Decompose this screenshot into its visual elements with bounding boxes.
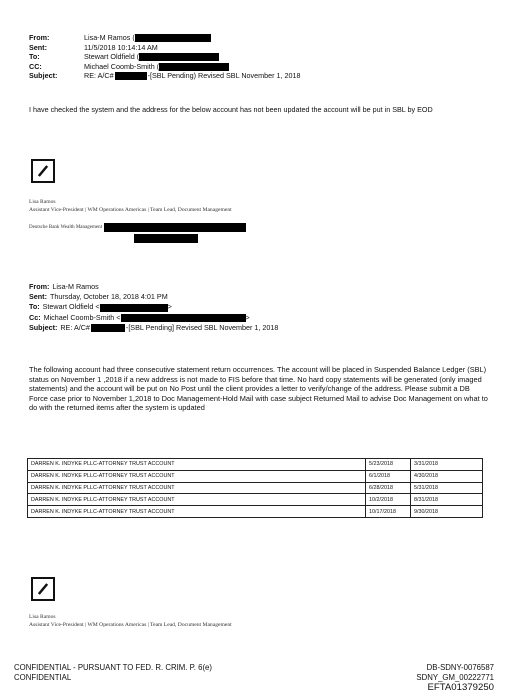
- signature-block-1: [29, 199, 232, 214]
- redaction-bar: [135, 34, 211, 42]
- redaction-bar: [159, 63, 229, 71]
- table-row: [28, 494, 483, 506]
- signature-name: Lisa Ramos: [29, 199, 56, 205]
- statement-date-cell: 4/30/2018: [411, 470, 483, 482]
- statement-date-cell: 3/31/2018: [411, 459, 483, 471]
- to-label: To:: [29, 52, 40, 62]
- from-label: From:: [29, 282, 50, 291]
- redaction-bar: [115, 72, 147, 80]
- company-line: [29, 223, 246, 232]
- email-header-2: [29, 282, 278, 333]
- subject-suffix: -[SBL Pending) Revised SBL November 1, 2018: [147, 71, 301, 81]
- table-row: [28, 459, 483, 471]
- table-row: [28, 506, 483, 518]
- statement-date-cell: 9/30/2018: [411, 506, 483, 518]
- confidential-line-1: CONFIDENTIAL - PURSUANT TO FED. R. CRIM. P. 6(e): [14, 663, 212, 672]
- from-row: [29, 282, 278, 292]
- subject-row: [29, 323, 278, 333]
- sent-value: Thursday, October 18, 2018 4:01 PM: [49, 292, 168, 302]
- from-value: Lisa-M Ramos: [52, 282, 99, 291]
- to-value: Stewart Oldfield (: [84, 52, 140, 62]
- confidential-footer: [14, 663, 212, 682]
- redaction-bar: [139, 53, 219, 61]
- redaction-bar: [121, 314, 246, 322]
- email-header-1: [29, 33, 300, 81]
- subject-prefix: RE: A/C#: [60, 322, 90, 332]
- returned-date-cell: 6/1/2018: [366, 470, 411, 482]
- cc-value: Michael Coomb-Smith (: [84, 61, 160, 71]
- to-close: >: [167, 302, 172, 312]
- cc-row: [29, 313, 278, 323]
- sent-label: Sent:: [29, 292, 47, 302]
- statement-date-cell: 8/31/2018: [411, 494, 483, 506]
- redaction-bar: [91, 324, 125, 332]
- deutsche-bank-logo-icon: [31, 577, 55, 601]
- redaction-bar: [104, 223, 246, 232]
- table-row: [28, 470, 483, 482]
- cc-row: [29, 62, 300, 72]
- to-value: Stewart Oldfield <: [42, 302, 100, 312]
- cc-label: CC:: [29, 61, 42, 71]
- bates-number-2: SDNY_GM_00222771: [416, 672, 494, 682]
- cc-value: Michael Coomb-Smith <: [43, 312, 121, 322]
- deutsche-bank-logo-icon: [31, 159, 55, 183]
- email-body-2: The following account had three consecutive statement return occurrences. The account will be placed in Suspended Balance Ledger (SBL) status on November 1 ,2018 if a new address is not made to FIS before that time. No hard copy statements will be generated (only imaged statements) and the account will be put on No Post until the client provides a letter to verify/change of the address. Please submit a DB Force case prior to November 1,2018 to Doc Management-Hold Mail with case subject Returned Mail to advise Doc Management on what to do with the returned items after the system is updated: [29, 365, 488, 413]
- subject-suffix: -[SBL Pending] Revised SBL November 1, 2018: [125, 322, 279, 332]
- to-row: [29, 52, 300, 62]
- signature-name: Lisa Ramos: [29, 614, 56, 620]
- returned-date-cell: 10/2/2018: [366, 494, 411, 506]
- sent-row: [29, 292, 278, 302]
- sent-row: [29, 43, 300, 53]
- account-table: [27, 458, 483, 518]
- from-value: Lisa-M Ramos (: [84, 33, 135, 42]
- account-name-cell: DARREN K. INDYKE PLLC-ATTORNEY TRUST ACCOUNT: [28, 482, 366, 494]
- returned-date-cell: 10/17/2018: [366, 506, 411, 518]
- to-label: To:: [29, 302, 40, 312]
- cc-close: >: [245, 312, 250, 322]
- account-name-cell: DARREN K. INDYKE PLLC-ATTORNEY TRUST ACCOUNT: [28, 459, 366, 471]
- subject-label: Subject:: [29, 322, 58, 332]
- to-row: [29, 302, 278, 312]
- subject-row: [29, 71, 300, 81]
- signature-block-2: [29, 614, 232, 629]
- confidential-line-2: CONFIDENTIAL: [14, 672, 72, 682]
- sent-value: 11/5/2018 10:14:14 AM: [84, 42, 158, 52]
- from-label: From:: [29, 33, 50, 42]
- returned-date-cell: 5/23/2018: [366, 459, 411, 471]
- table-row: [28, 482, 483, 494]
- signature-title: Assistant Vice-President | WM Operations Americas | Team Lead, Document Management: [29, 206, 232, 213]
- cc-label: Cc:: [29, 312, 41, 322]
- signature-title: Assistant Vice-President | WM Operations Americas | Team Lead, Document Management: [29, 621, 232, 628]
- returned-date-cell: 6/28/2018: [366, 482, 411, 494]
- statement-date-cell: 5/31/2018: [411, 482, 483, 494]
- redaction-bar: [134, 234, 198, 243]
- account-name-cell: DARREN K. INDYKE PLLC-ATTORNEY TRUST ACCOUNT: [28, 506, 366, 518]
- redaction-bar: [100, 304, 168, 312]
- subject-prefix: RE: A/C#: [84, 71, 114, 81]
- account-name-cell: DARREN K. INDYKE PLLC-ATTORNEY TRUST ACCOUNT: [28, 470, 366, 482]
- sent-label: Sent:: [29, 42, 47, 52]
- bates-footer: [416, 663, 494, 693]
- account-name-cell: DARREN K. INDYKE PLLC-ATTORNEY TRUST ACCOUNT: [28, 494, 366, 506]
- email-body-1: I have checked the system and the address for the below account has not been updated the account will be put in SBL by EOD: [29, 105, 433, 114]
- subject-label: Subject:: [29, 71, 58, 81]
- bates-number-1: DB-SDNY-0076587: [426, 663, 494, 672]
- company-name: Deutsche Bank Wealth Management: [29, 225, 102, 230]
- from-row: [29, 33, 300, 43]
- efta-number: EFTA01379250: [427, 682, 494, 694]
